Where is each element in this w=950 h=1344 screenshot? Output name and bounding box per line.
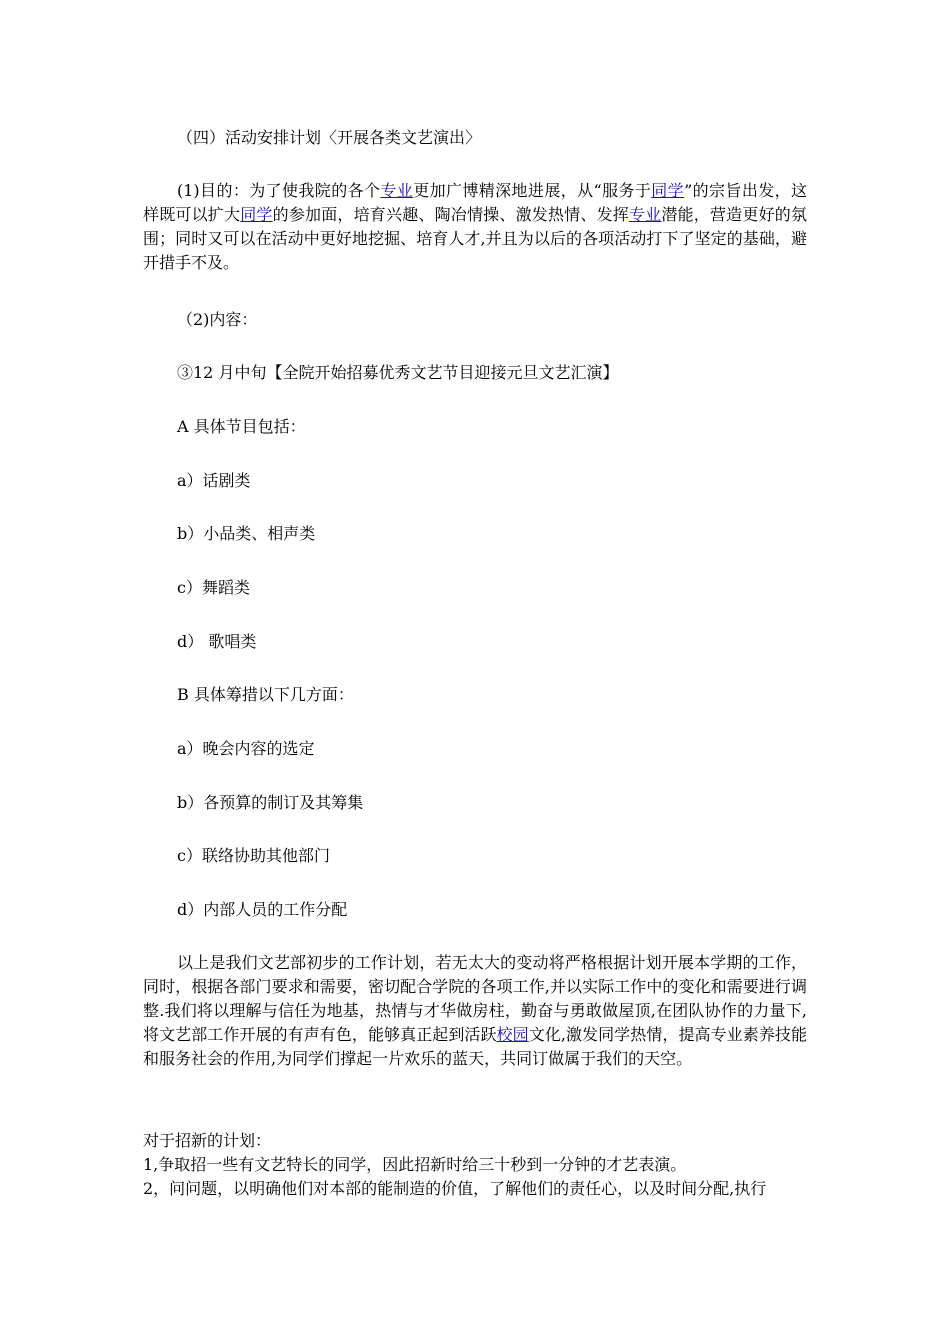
summary-paragraph [143,951,807,1071]
list-b-item: c）联络协助其他部门 [177,846,330,865]
purpose-text-5: 潜能，营造更好的氛围；同时又可以在活动中更好地挖掘、培育人才,并且为以后的各项活动打下了坚定的基础，避开措手不及。 [143,205,807,272]
link-zhuanye-1[interactable]: 专业 [380,181,414,200]
link-tongxue-1[interactable]: 同学 [651,181,685,200]
recruit-item-2: 2，问问题，以明确他们对本部的能制造的价值，了解他们的责任心，以及时间分配,执行 [143,1179,767,1198]
event-line: ③12 月中旬【全院开始招募优秀文艺节目迎接元旦文艺汇演】 [177,363,619,382]
purpose-text-4: 的参加面，培育兴趣、陶冶情操、激发热情、发挥 [272,205,629,224]
list-b-item: d）内部人员的工作分配 [177,900,348,919]
recruit-heading: 对于招新的计划： [143,1131,272,1150]
list-a-heading: A 具体节目包括： [177,417,306,436]
link-tongxue-2[interactable]: 同学 [240,205,273,224]
link-xiaoyuan[interactable]: 校园 [496,1025,529,1044]
purpose-paragraph [143,179,807,275]
list-a-item: d） 歌唱类 [177,632,257,651]
purpose-text-3: ”的宗旨出发，这样既可以扩大 [143,181,807,224]
purpose-text-2: 更加广博精深地进展，从“服务于 [413,181,652,200]
content-label: （2)内容： [177,310,258,329]
list-b-item: a）晚会内容的选定 [177,739,315,758]
list-b-heading: B 具体筹措以下几方面： [177,685,354,704]
list-b-item: b）各预算的制订及其筹集 [177,793,364,812]
list-a-item: c）舞蹈类 [177,578,250,597]
summary-text-1: 以上是我们文艺部初步的工作计划，若无太大的变动将严格根据计划开展本学期的工作，同时，根据各部门要求和需要，密切配合学院的各项工作,并以实际工作中的变化和需要进行调整.我们将以理解与信任为地基，热情与才华做房柱，勤奋与勇敢做屋顶,在团队协作的力量下,将文艺部工作开展的有声有色，能够真正起到活跃 [143,953,807,1044]
list-a-item: b）小品类、相声类 [177,524,316,543]
link-zhuanye-2[interactable]: 专业 [628,205,662,224]
recruit-item-1: 1,争取招一些有文艺特长的同学，因此招新时给三十秒到一分钟的才艺表演。 [143,1155,687,1174]
summary-text-2: 文化,激发同学热情，提高专业素养技能和服务社会的作用,为同学们撑起一片欢乐的蓝天，共同订做属于我们的天空。 [143,1025,807,1068]
section-heading: （四）活动安排计划〈开展各类文艺演出〉 [177,128,482,147]
list-a-item: a）话剧类 [177,471,251,490]
purpose-text-1: (1)目的：为了使我院的各个 [177,181,381,200]
